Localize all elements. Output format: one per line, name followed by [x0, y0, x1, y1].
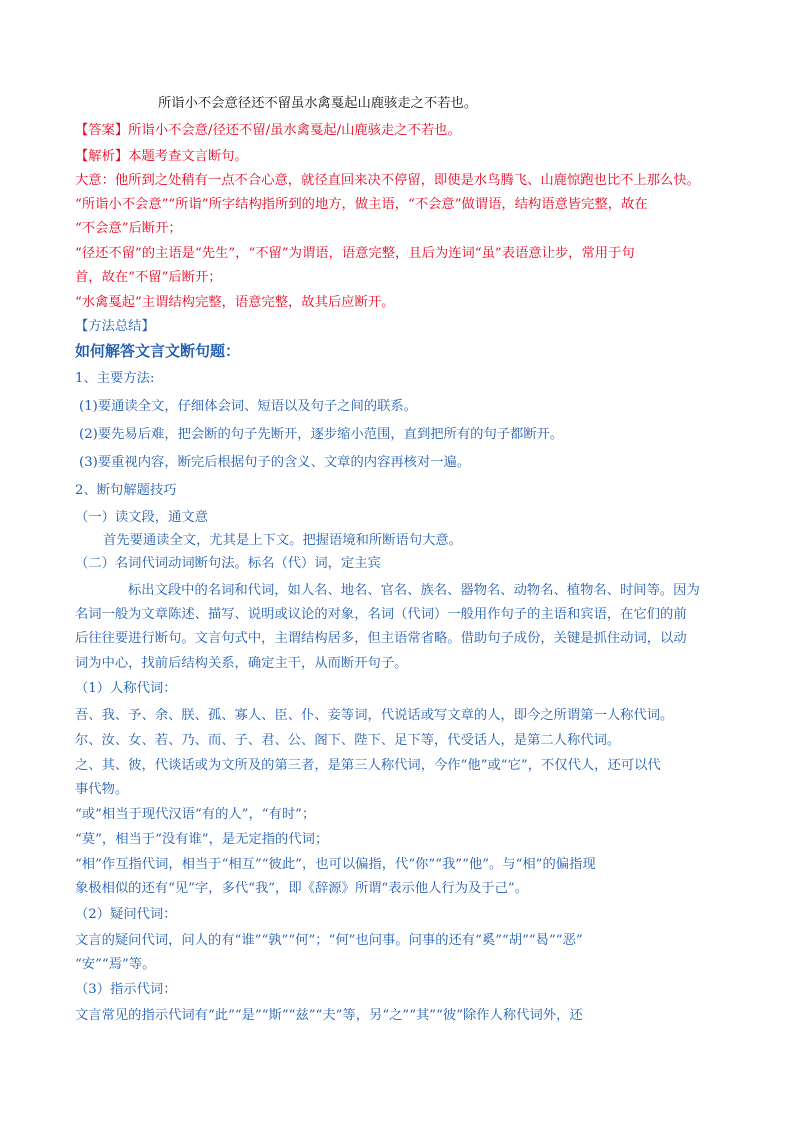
body-text-line: 象极相似的还有“见”字，多代“我”，即《辞源》所谓“表示他人行为及于己”。 — [75, 881, 528, 896]
category-title: （2）疑问代词： — [75, 907, 177, 922]
analysis-text-line: “所诣小不会意”“所诣”所字结构指所到的地方，做主语，“不会意”做谓语，结构语意皆完整，故在 — [75, 197, 648, 212]
body-text-line: 尔、汝、女、若、乃、而、子、君、公、阁下、陛下、足下等，代受话人，是第二人称代词。 — [75, 733, 621, 748]
meaning-line: 大意：他所到之处稍有一点不合心意，就径直回来决不停留，即使是水鸟腾飞、山鹿惊跑也比不上那么快。 — [75, 173, 700, 188]
body-text-line: 事代物。 — [75, 782, 129, 797]
body-text-line: “莫”，相当于“没有谁”，是无定指的代词； — [75, 832, 329, 847]
analysis-text-line: 首，故在“不留”后断开； — [75, 270, 222, 285]
subsection-title: 2、断句解题技巧 — [75, 483, 177, 498]
body-text-line: 吾、我、予、余、朕、孤、寡人、臣、仆、妾等词，代说话或写文章的人，即今之所谓第一人称代词。 — [75, 708, 674, 723]
analysis-text-line: “水禽戛起”主谓结构完整，语意完整，故其后应断开。 — [75, 295, 395, 310]
body-text-line: “相”作互指代词，相当于“相互”“彼此”，也可以偏指，代“你”“我”“他”。与“相”的偏指现 — [75, 857, 596, 872]
method-item: (1)要通读全文，仔细体会词、短语以及句子之间的联系。 — [79, 399, 417, 414]
method-summary-label: 【方法总结】 — [75, 319, 155, 334]
body-text-line: “或”相当于现代汉语“有的人”，“有时”； — [75, 807, 316, 822]
analysis-line: 【解析】本题考查文言断句。 — [75, 149, 248, 164]
section-heading: 如何解答文言文断句题： — [75, 342, 241, 360]
question-sentence: 所诣小不会意径还不留虽水禽戛起山鹿骇走之不若也。 — [158, 96, 478, 111]
body-text-line: 之、其、彼，代谈话或为文所及的第三者，是第三人称代词，今作“他”或“它”，不仅代人，还可以代 — [75, 758, 661, 773]
body-text-line: 文言常见的指示代词有“此”“是”“斯”“兹”“夫”等，另“之”“其”“彼”除作人称代词外，还 — [75, 1008, 583, 1023]
body-text-line: 首先要通读全文，尤其是上下文。把握语境和所断语句大意。 — [103, 533, 463, 548]
method-item: (3)要重视内容，断完后根据句子的含义、文章的内容再核对一遍。 — [79, 455, 471, 470]
body-text-line: 标出文段中的名词和代词，如人名、地名、官名、族名、器物名、动物名、植物名、时间等。因为 — [128, 583, 700, 598]
body-text-line: 文言的疑问代词，问人的有“谁”“孰”“何”；“何”也问事。问事的还有“奚”“胡”“曷”“恶” — [75, 933, 583, 948]
body-text-line: “安”“焉”等。 — [75, 957, 156, 972]
body-text-line: 词为中心，找前后结构关系，确定主干，从而断开句子。 — [75, 656, 408, 671]
body-text-line: 后往往要进行断句。文言句式中，主谓结构居多，但主语常省略。借助句子成份，关键是抓住动词，以动 — [75, 631, 687, 646]
body-text-line: 名词一般为文章陈述、描写、说明或议论的对象，名词（代词）一般用作句子的主语和宾语，在它们的前 — [75, 607, 687, 622]
analysis-text-line: “径还不留”的主语是“先生”，“不留”为谓语，语意完整，且后为连词“虽”表语意让步，常用于句 — [75, 246, 635, 261]
subsection-title: 1、主要方法: — [75, 371, 155, 386]
category-title: （1）人称代词： — [75, 681, 177, 696]
technique-title: （一）读文段，通文意 — [75, 510, 208, 525]
answer-line: 【答案】所诣小不会意/径还不留/虽水禽戛起/山鹿骇走之不若也。 — [75, 123, 461, 138]
method-item: (2)要先易后难，把会断的句子先断开，逐步缩小范围，直到把所有的句子都断开。 — [79, 427, 564, 442]
analysis-text-line: “不会意”后断开； — [75, 221, 182, 236]
category-title: （3）指示代词： — [75, 982, 177, 997]
technique-title: （二）名词代词动词断句法。标名（代）词，定主宾 — [75, 556, 381, 571]
